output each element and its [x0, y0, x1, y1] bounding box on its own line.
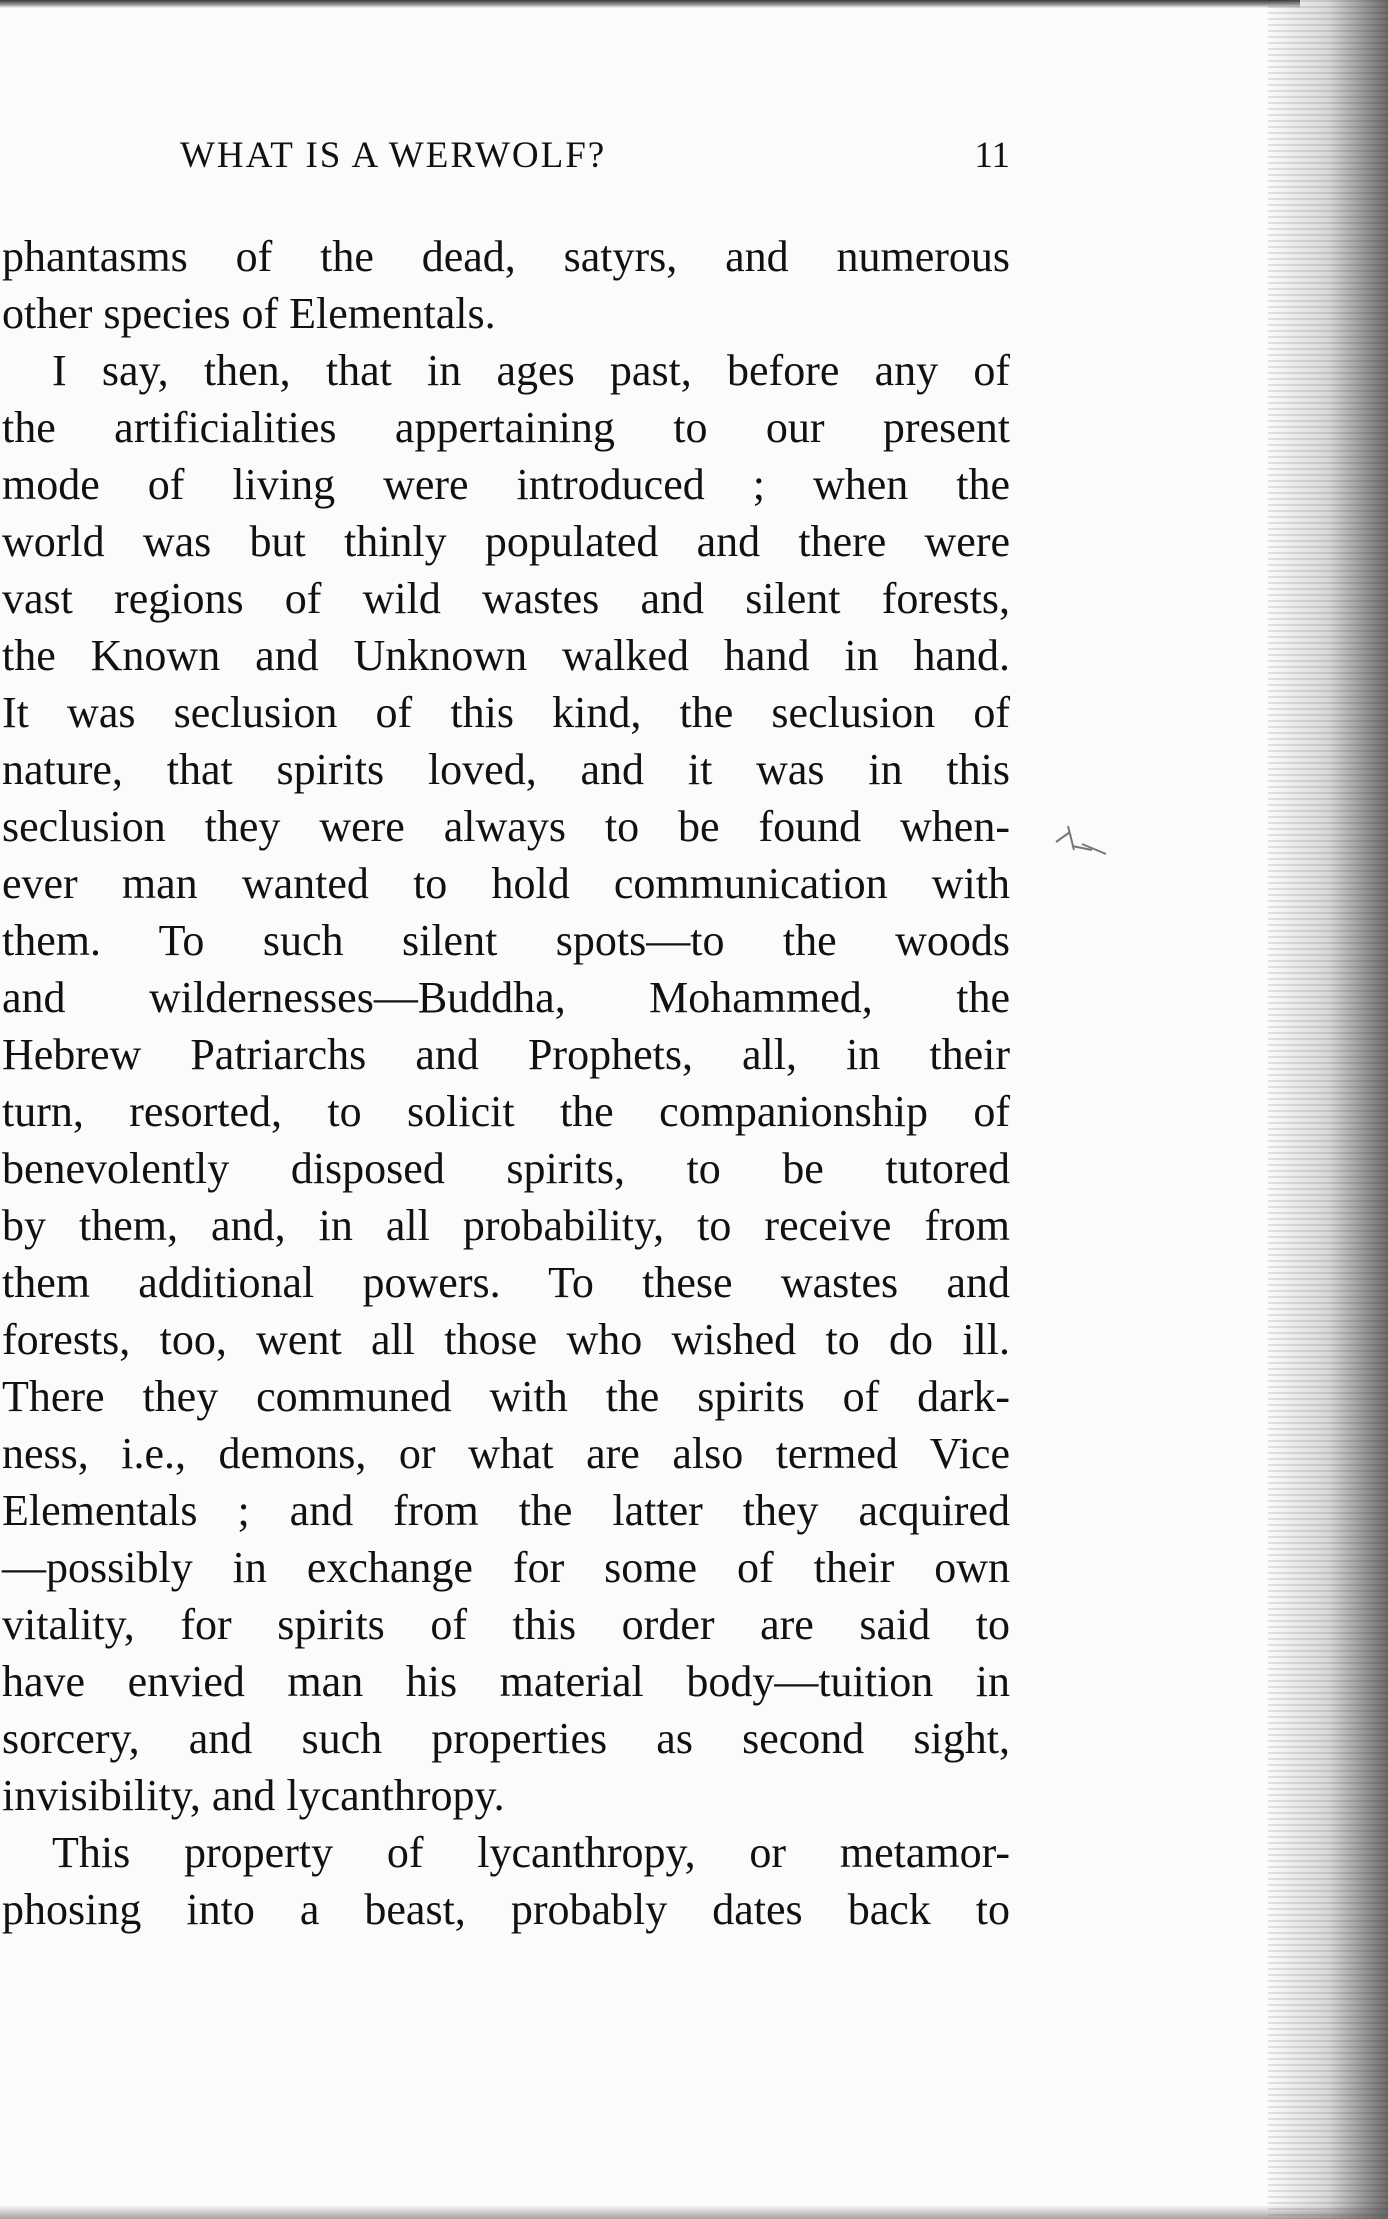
text-line: sorcery, and such properties as second sight, [2, 1714, 1010, 1763]
page-binding-edge [1268, 0, 1388, 2219]
text-line: them. To such silent spots—to the woods [2, 916, 1010, 965]
text-line: vast regions of wild wastes and silent forests, [2, 574, 1010, 623]
text-line: —possibly in exchange for some of their own [2, 1543, 1010, 1592]
text-line: Elementals ; and from the latter they acquired [2, 1486, 1010, 1535]
running-title: WHAT IS A WERWOLF? [180, 135, 607, 176]
text-line: have envied man his material body—tuition in [2, 1657, 1010, 1706]
text-line: I say, then, that in ages past, before any of [52, 346, 1010, 395]
body-text [2, 228, 1010, 1938]
margin-pencil-mark [1052, 820, 1110, 860]
text-line: benevolently disposed spirits, to be tutored [2, 1144, 1010, 1193]
text-line: vitality, for spirits of this order are said to [2, 1600, 1010, 1649]
text-line: turn, resorted, to solicit the companionship of [2, 1087, 1010, 1136]
text-line: seclusion they were always to be found when- [2, 802, 1010, 851]
text-line: ever man wanted to hold communication with [2, 859, 1010, 908]
text-line: ness, i.e., demons, or what are also termed Vice [2, 1429, 1010, 1478]
text-line: other species of Elementals. [2, 289, 496, 338]
text-line: forests, too, went all those who wished to do ill. [2, 1315, 1010, 1364]
text-line: and wildernesses—Buddha, Mohammed, the [2, 973, 1010, 1022]
text-line: mode of living were introduced ; when the [2, 460, 1010, 509]
text-line: It was seclusion of this kind, the seclusion of [2, 688, 1010, 737]
text-line: by them, and, in all probability, to receive from [2, 1201, 1010, 1250]
running-header [180, 128, 1020, 184]
text-line: them additional powers. To these wastes and [2, 1258, 1010, 1307]
text-line: nature, that spirits loved, and it was in this [2, 745, 1010, 794]
text-line: the artificialities appertaining to our present [2, 403, 1010, 452]
text-line: There they communed with the spirits of dark- [2, 1372, 1010, 1421]
page-bottom-shadow [0, 2205, 1388, 2219]
text-line: Hebrew Patriarchs and Prophets, all, in their [2, 1030, 1010, 1079]
text-line: phosing into a beast, probably dates back to [2, 1885, 1010, 1934]
text-line: phantasms of the dead, satyrs, and numerous [2, 232, 1010, 281]
text-line: world was but thinly populated and there were [2, 517, 1010, 566]
text-line: invisibility, and lycanthropy. [2, 1771, 505, 1820]
page-top-shadow [0, 0, 1300, 8]
text-line: the Known and Unknown walked hand in hand. [2, 631, 1010, 680]
page-number: 11 [974, 135, 1010, 176]
text-line: This property of lycanthropy, or metamor- [52, 1828, 1010, 1877]
